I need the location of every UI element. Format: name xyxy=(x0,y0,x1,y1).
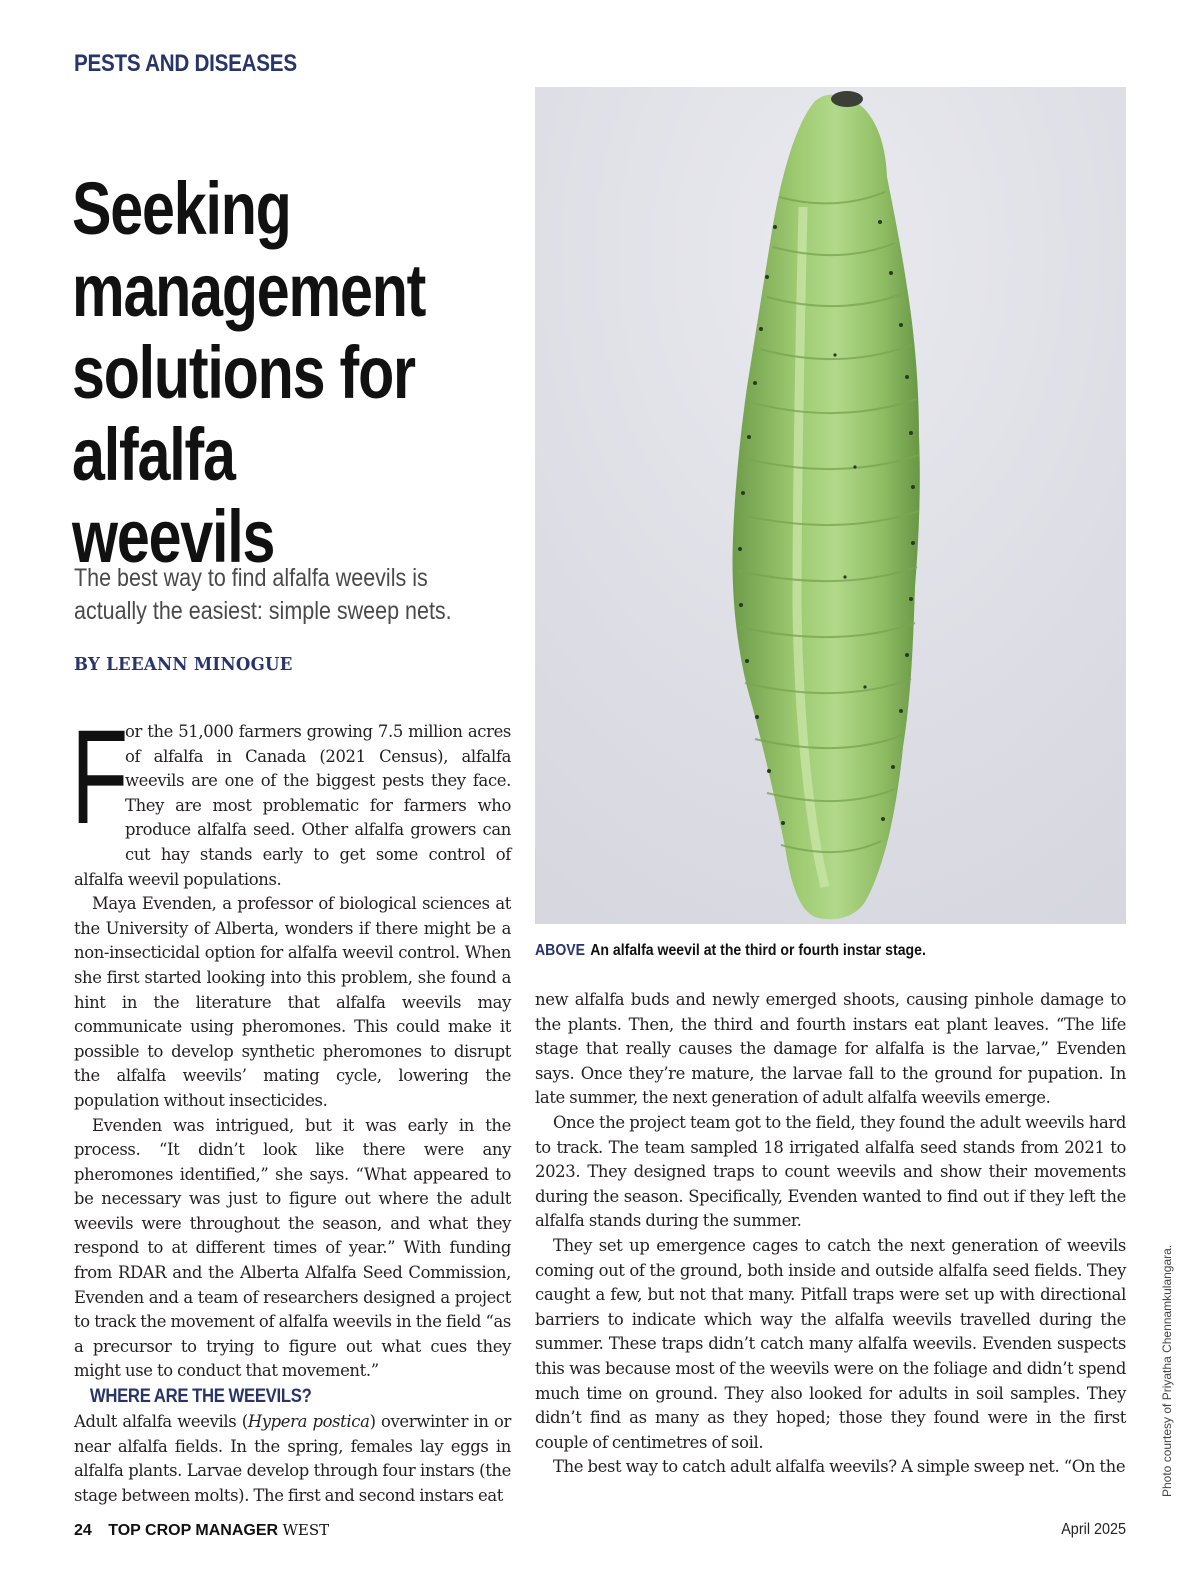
paragraph: Once the project team got to the field, they found the adult weevils hard to track. The team sampled 18 irrigated alfalfa seed stands from 2021 to 2023. They designed traps to count weevils and show their movements during the season. Specifically, Evenden wanted to find out if they left the alfalfa stands during the summer. xyxy=(535,1112,1126,1231)
paragraph xyxy=(71,703,511,892)
headline-line: Seeking xyxy=(72,167,291,250)
issue-date: April 2025 xyxy=(1061,1521,1126,1538)
larva-illustration xyxy=(535,87,1126,924)
caption-text: An alfalfa weevil at the third or fourth instar stage. xyxy=(590,942,926,959)
photo-credit: Photo courtesy of Priyatha Chennamkulangara. xyxy=(1160,1244,1174,1497)
byline: BY LEEANN MINOGUE xyxy=(74,654,293,675)
page-number: 24 xyxy=(74,1522,92,1539)
paragraph-text: Adult alfalfa weevils ( xyxy=(74,1412,248,1432)
headline-line: solutions for xyxy=(72,331,415,414)
footer-folio xyxy=(74,1521,329,1540)
paragraph xyxy=(74,1410,511,1508)
weevil-larva-photo xyxy=(535,87,1126,924)
paragraph: new alfalfa buds and newly emerged shoots, causing pinhole damage to the plants. Then, the third and fourth instars eat plant leaves. “The life stage that really causes the damage for alfalfa is the larvae,” Evenden says. Once they’re mature, the larvae fall to the ground for pupation. In late summer, the next generation of adult alfalfa weevils emerge. xyxy=(535,990,1126,1108)
headline-line: management xyxy=(72,249,426,332)
deck-line: The best way to find alfalfa weevils is xyxy=(74,564,428,592)
paragraph: Evenden was intrigued, but it was early in the process. “It didn’t look like there were any pheromones identified,” she says. “What appeared to be necessary was just to figure out where the adult weevils were throughout the season, and what they respond to at different times of year.” With funding from RDAR and the Alberta Alfalfa Seed Commission, Evenden and a team of researchers designed a project to track the movement of alfalfa weevils in the field “as a precursor to trying to figure out what cues they might use to conduct that movement.” xyxy=(74,1115,511,1381)
paragraph: The best way to catch adult alfalfa weevils? A simple sweep net. “On the xyxy=(553,1457,1126,1477)
section-label: PESTS AND DISEASES xyxy=(74,50,297,77)
caption-tag: ABOVE xyxy=(535,942,586,959)
headline-line: weevils xyxy=(72,495,275,578)
paragraph-text: ) overwinter in or near alfalfa fields. In the spring, females lay eggs in alfalfa plants. Larvae develop through four instars (the stage between molts). The first and second instars eat xyxy=(74,1412,511,1505)
paragraph: They set up emergence cages to catch the next generation of weevils coming out of the ground, both inside and outside alfalfa seed fields. They caught a few, but not that many. Pitfall traps were set up with directional barriers to indicate which way the alfalfa weevils travelled during the summer. These traps didn’t catch many alfalfa weevils. Evenden suspects this was because most of the weevils were on the foliage and didn’t spend much time on ground. They also looked for adults in soil samples. They didn’t find as many as they hoped; those they found were in the first couple of centimetres of soil. xyxy=(535,1235,1126,1452)
species-name: Hypera postica xyxy=(247,1412,370,1432)
publication-region: WEST xyxy=(282,1521,330,1539)
larva-head xyxy=(831,91,863,107)
paragraph: Maya Evenden, a professor of biological sciences at the University of Alberta, wonders if there might be a non-insecticidal option for alfalfa weevil control. When she first started looking into this problem, she found a hint in the literature that alfalfa weevils may communicate using pheromones. This could make it possible to develop synthetic pheromones to disrupt the alfalfa weevils’ mating cycle, lowering the population without insecticides. xyxy=(74,894,511,1110)
deck xyxy=(74,562,538,628)
article-column-right xyxy=(535,988,1126,1480)
photo-caption xyxy=(535,942,1055,960)
paragraph-text: or the 51,000 farmers growing 7.5 million acres of alfalfa in Canada (2021 Census), alfalfa weevils are one of the biggest pests they face. They are most problematic for farmers who produce alfalfa seed. Other alfalfa growers can cut hay stands early to get some control of alfalfa weevil populations. xyxy=(74,722,511,889)
deck-line: actually the easiest: simple sweep nets. xyxy=(74,597,452,625)
subhead: WHERE ARE THE WEEVILS? xyxy=(89,1386,312,1408)
drop-cap: F xyxy=(71,703,129,852)
publication-name: TOP CROP MANAGER xyxy=(108,1522,279,1539)
headline xyxy=(72,168,520,578)
headline-line: alfalfa xyxy=(72,413,235,496)
article-column-left xyxy=(71,703,511,1508)
